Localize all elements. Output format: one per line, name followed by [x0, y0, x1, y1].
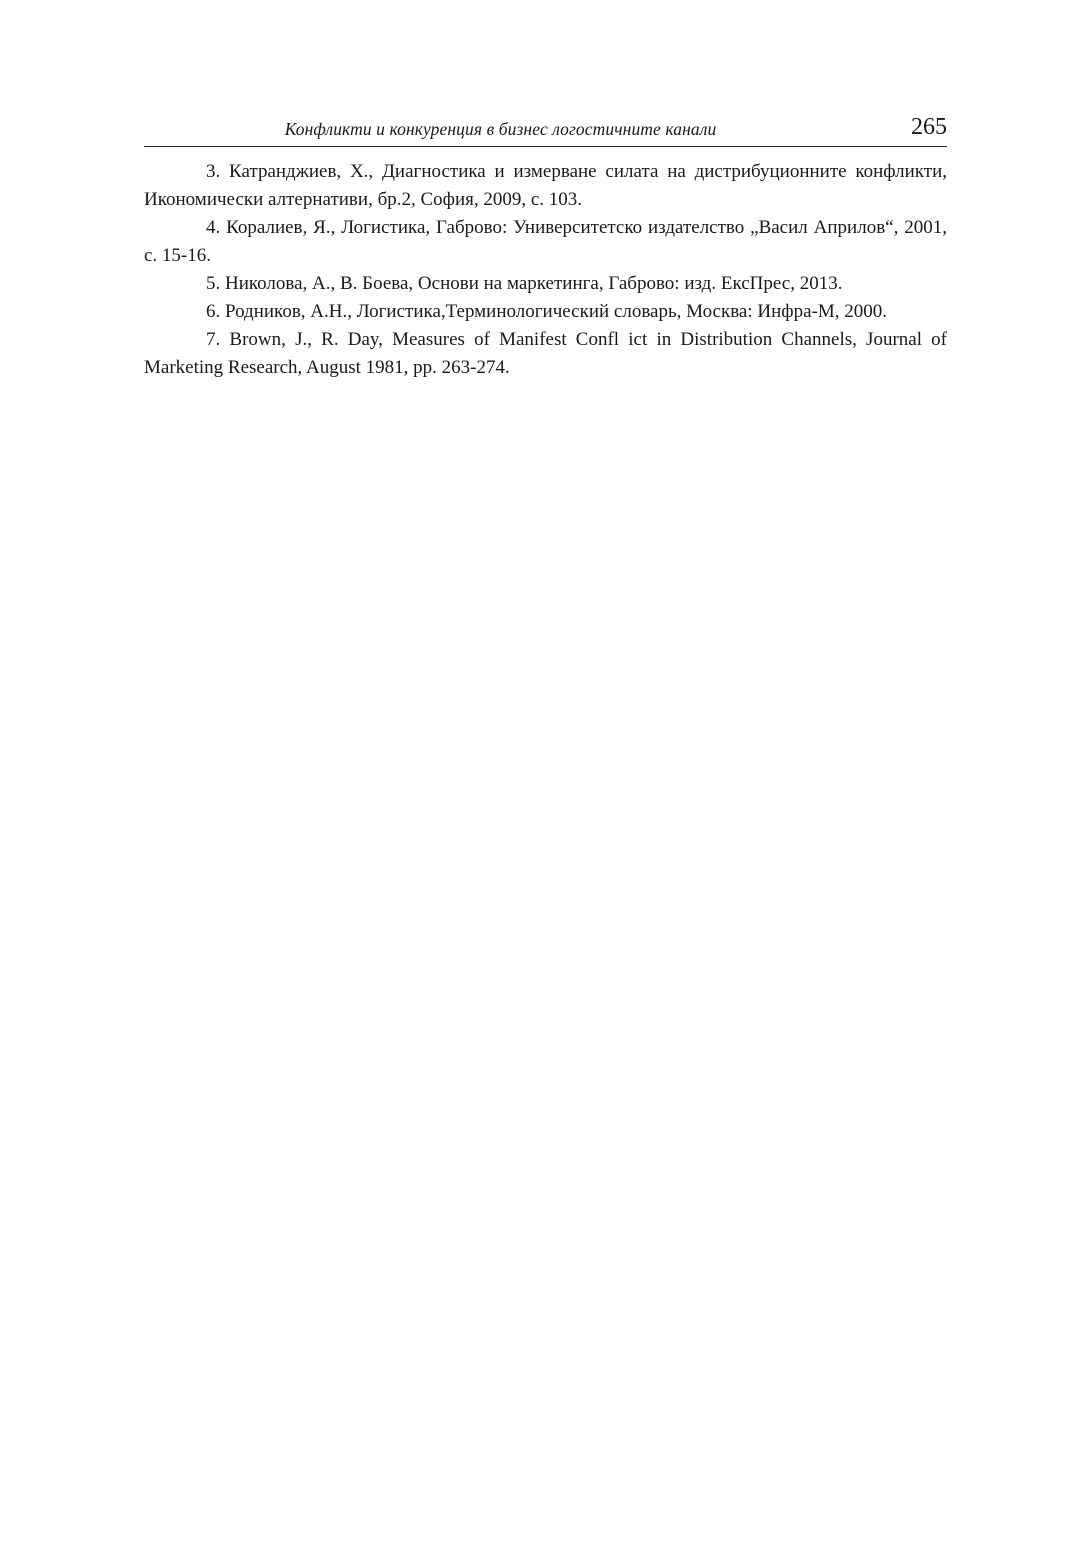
- reference-item: 7. Brown, J., R. Day, Measures of Manifest Confl ict in Distribution Channels, Journal of Marketing Research, August 1981, pp. 263-274.: [144, 329, 947, 378]
- reference-item: 5. Николова, А., В. Боева, Основи на маркетинга, Габрово: изд. ЕксПрес, 2013.: [206, 273, 843, 294]
- reference-item: 4. Коралиев, Я., Логистика, Габрово: Университетско издателство „Васил Априлов“, 2001, с. 15-16.: [144, 217, 947, 266]
- reference-item: 6. Родников, А.Н., Логистика,Терминологический словарь, Москва: Инфра-М, 2000.: [206, 301, 888, 322]
- reference-list: [144, 158, 947, 382]
- running-title: Конфликти и конкуренция в бизнес логостичните канали: [284, 119, 717, 139]
- reference-item: 3. Катранджиев, Х., Диагностика и измерване силата на дистрибуционните конфликти, Икономически алтернативи, бр.2, София, 2009, с. 103.: [144, 161, 947, 210]
- running-header: [144, 112, 947, 147]
- page-number: 265: [911, 114, 947, 140]
